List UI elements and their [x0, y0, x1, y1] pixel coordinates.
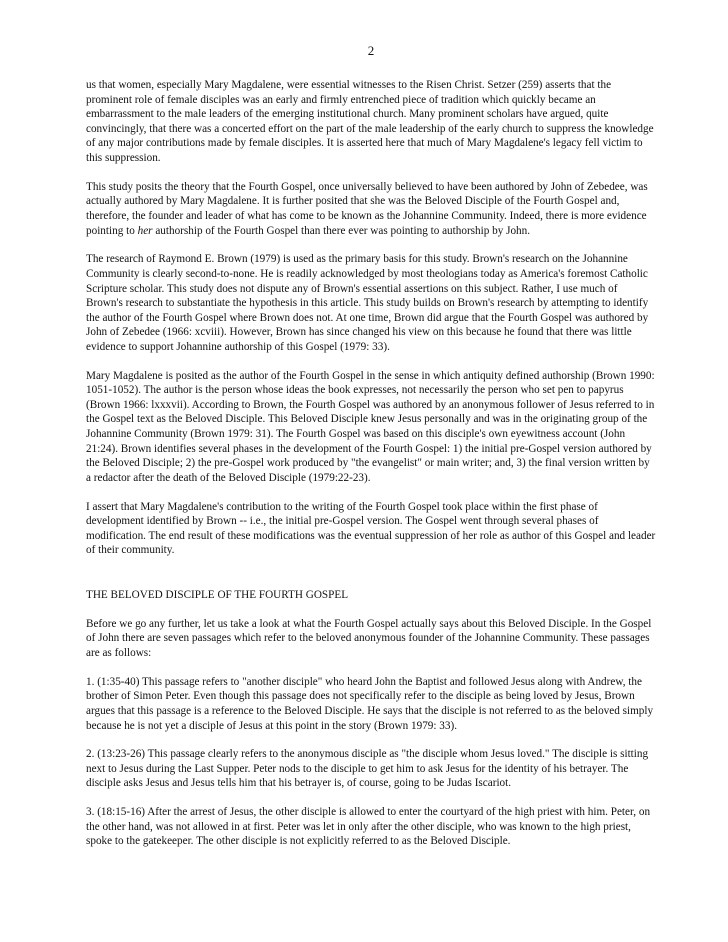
- paragraph-text: authorship of the Fourth Gospel than there ever was pointing to authorship by John.: [152, 224, 531, 237]
- document-body: [86, 78, 656, 863]
- page-number: 2: [367, 43, 375, 58]
- section-heading: THE BELOVED DISCIPLE OF THE FOURTH GOSPEL: [86, 588, 349, 601]
- paragraph: us that women, especially Mary Magdalene, were essential witnesses to the Risen Christ. Setzer (259) asserts that the prominent role of female disciples was an early and firmly entrenched piece of tradition which quickly became an embarrassment to the male leaders of the emerging institutional church. Many prominent scholars have argued, quite convincingly, that there was a concerted effort on the part of the male leadership of the early church to suppress the knowledge of any major contributions made by female disciples. It is asserted here that much of Mary Magdalene's legacy fell victim to this suppression.: [86, 79, 654, 164]
- list-item: 3. (18:15-16) After the arrest of Jesus, the other disciple is allowed to enter the courtyard of the high priest with him. Peter, on the other hand, was not allowed in at first. Peter was let in only after the other disciple, who was known to the high priest, spoke to the gatekeeper. The other disciple is not explicitly referred to as the Beloved Disciple.: [86, 806, 651, 848]
- paragraph: I assert that Mary Magdalene's contribution to the writing of the Fourth Gospel took place within the first phase of development identified by Brown -- i.e., the initial pre-Gospel version. The Gospel went through several phases of modification. The end result of these modifications was the eventual suppression of her role as author of this Gospel and leader of their community.: [86, 500, 656, 557]
- list-item: 2. (13:23-26) This passage clearly refers to the anonymous disciple as "the disciple whom Jesus loved." The disciple is sitting next to Jesus during the Last Supper. Peter nods to the disciple to get him to ask Jesus for the identity of his betrayer. The disciple asks Jesus and Jesus tells him that his betrayer is, of course, going to be Judas Iscariot.: [86, 748, 649, 790]
- paragraph: [86, 180, 656, 238]
- emphasized-word: her: [137, 224, 153, 237]
- list-item: 1. (1:35-40) This passage refers to "another disciple" who heard John the Baptist and followed Jesus along with Andrew, the brother of Simon Peter. Even though this passage does not specifically refer to the disciple as being loved by Jesus, Brown argues that this passage is a reference to the Beloved Disciple. He says that the disciple is not referred to as the beloved simply because he is not yet a disciple of Jesus at this point in the story (Brown 1979: 33).: [86, 675, 654, 732]
- paragraph-text: This study posits the theory that the Fourth Gospel, once universally believed to have been authored by John of Zebedee, was actually authored by Mary Magdalene. It is further posited that she was the Beloved Disciple of the Fourth Gospel and, therefore, the founder and leader of what has come to be known as the Johannine Community. Indeed, there is more evidence pointing to: [86, 180, 648, 237]
- paragraph: Before we go any further, let us take a look at what the Fourth Gospel actually says about this Beloved Disciple. In the Gospel of John there are seven passages which refer to the beloved anonymous founder of the Johannine Community. These passages are as follows:: [86, 617, 652, 659]
- paragraph: The research of Raymond E. Brown (1979) is used as the primary basis for this study. Brown's research on the Johannine Community is clearly second-to-none. He is readily acknowledged by most theologians today as America's foremost Catholic Scripture scholar. This study does not dispute any of Brown's essential assertions on this subject. Rather, I use much of Brown's research to substantiate the hypothesis in this article. This study builds on Brown's research by attempting to identify the author of the Fourth Gospel where Brown does not. At one time, Brown did argue that the Fourth Gospel was authored by John of Zebedee (1966: xcviii). However, Brown has since changed his view on this because he found that there was little evidence to support Johannine authorship of this Gospel (1979: 33).: [86, 253, 649, 353]
- paragraph: Mary Magdalene is posited as the author of the Fourth Gospel in the sense in which antiquity defined authorship (Brown 1990: 1051-1052). The author is the person whose ideas the book expresses, not necessarily the person who set pen to papyrus (Brown 1966: lxxxvii). According to Brown, the Fourth Gospel was authored by an anonymous follower of Jesus referred to in the Gospel text as the Beloved Disciple. This Beloved Disciple knew Jesus personally and was in the originating group of the Johannine Community (Brown 1979: 31). The Fourth Gospel was based on this disciple's own eyewitness account (John 21:24). Brown identifies several phases in the development of the Fourth Gospel: 1) the initial pre-Gospel version authored by the Beloved Disciple; 2) the pre-Gospel work produced by "the evangelist" or main writer; and, 3) the final version written by a redactor after the death of the Beloved Disciple (1979:22-23).: [86, 369, 655, 484]
